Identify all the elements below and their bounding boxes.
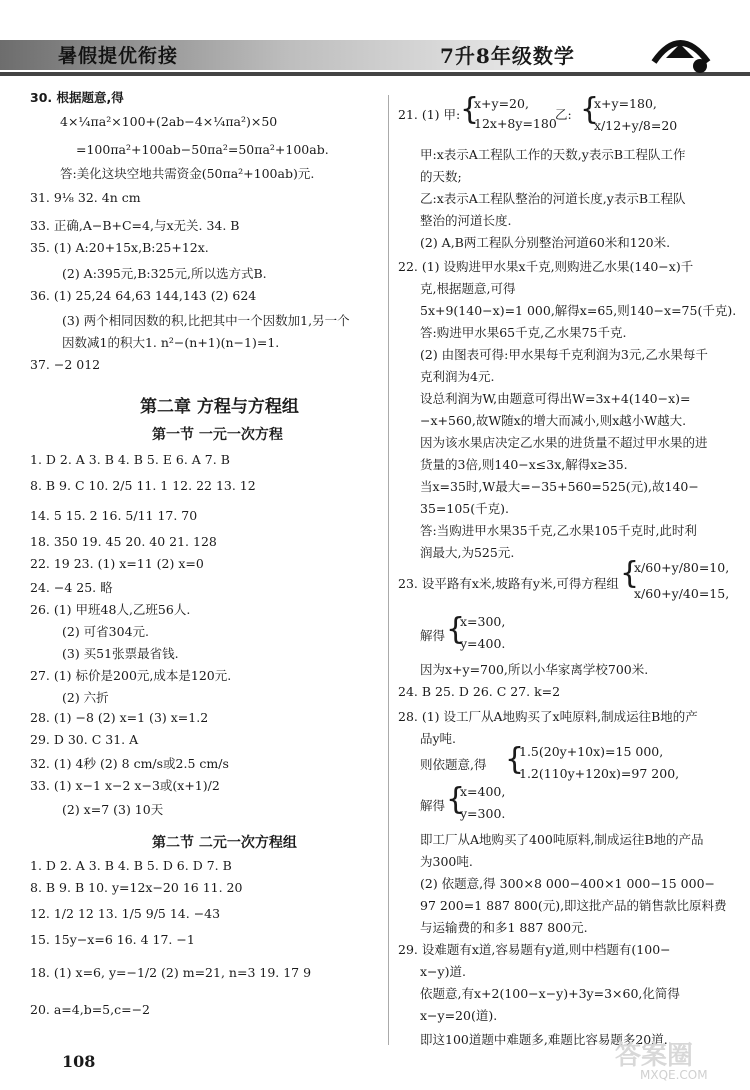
brace: { xyxy=(446,612,466,647)
q22-8: −x+560,故W随x的增大而减小,则x越小W越大. xyxy=(420,413,687,428)
q22-5: (2) 由图表可得:甲水果每千克利润为3元,乙水果每千 xyxy=(420,347,708,362)
q30-eq2: =100πa²+100ab−50πa²=50πa²+100ab. xyxy=(76,142,329,157)
s1-q33b: (2) x=7 (3) 10天 xyxy=(62,802,164,817)
q29-3: 依题意,有x+2(100−x−y)+3y=3×60,化简得 xyxy=(420,986,680,1001)
header-right-title: 7升8年级数学 xyxy=(440,44,575,68)
q21-t1: 甲:x表示A工程队工作的天数,y表示B工程队工作 xyxy=(420,147,686,162)
page-header xyxy=(0,22,750,80)
brace: { xyxy=(620,556,640,591)
q28-s2: y=300. xyxy=(460,806,506,821)
q22-12: 35=105(千克). xyxy=(420,501,509,516)
s1-q32: 32. (1) 4秒 (2) 8 cm/s或2.5 cm/s xyxy=(30,756,229,771)
q28-1: 28. (1) 设工厂从A地购买了x吨原料,制成运往B地的产 xyxy=(398,709,698,724)
q30-eq1: 4×¼πa²×100+(2ab−4×¼πa²)×50 xyxy=(60,114,278,129)
q28-sys1: 1.5(20y+10x)=15 000, xyxy=(519,744,664,759)
column-divider xyxy=(388,95,389,1045)
q21-t3: 乙:x表示A工程队整治的河道长度,y表示B工程队 xyxy=(420,191,686,206)
s1-row4: 18. 350 19. 45 20. 40 21. 128 xyxy=(30,534,217,549)
q28-5: 为300吨. xyxy=(420,854,473,869)
q21-t2: 的天数; xyxy=(420,169,462,184)
s1-row5: 22. 19 23. (1) x=11 (2) x=0 xyxy=(30,556,204,571)
q36c: 因数减1的积大1. n²−(n+1)(n−1)=1. xyxy=(62,335,280,350)
header-logo-icon xyxy=(650,22,712,80)
q21-t5: (2) A,B两工程队分别整治河道60米和120米. xyxy=(420,235,671,250)
q28-7: 97 200=1 887 800(元),即这批产品的销售款比原料费 xyxy=(420,898,727,913)
q22-2: 克,根据题意,可得 xyxy=(420,281,516,296)
q31: 31. 9⅛ 32. 4n cm xyxy=(30,190,141,205)
section2-title: 第二节 二元一次方程组 xyxy=(152,835,297,851)
q23-jie: 解得 xyxy=(420,628,446,643)
q22-10: 货量的3倍,则140−x≤3x,解得x≥35. xyxy=(420,457,628,472)
header-rule xyxy=(0,72,750,76)
q28-4: 即工厂从A地购买了400吨原料,制成运往B地的产品 xyxy=(420,832,704,847)
q29-4: x−y=20(道). xyxy=(420,1008,498,1023)
q21-head: 21. (1) 甲: xyxy=(398,107,461,122)
s1-row1: 1. D 2. A 3. B 4. B 5. E 6. A 7. B xyxy=(30,452,230,467)
q37: 37. −2 012 xyxy=(30,357,101,372)
s2-row1: 1. D 2. A 3. B 4. B 5. D 6. D 7. B xyxy=(30,858,232,873)
watermark-url: MXQE.COM xyxy=(640,1068,708,1082)
q22-3: 5x+9(140−x)=1 000,解得x=65,则140−x=75(千克). xyxy=(420,303,737,318)
q33: 33. 正确,A−B+C=4,与x无关. 34. B xyxy=(30,218,240,233)
q22-1: 22. (1) 设购进甲水果x千克,则购进乙水果(140−x)千 xyxy=(398,259,694,274)
q22-9: 因为该水果店决定乙水果的进货量不超过甲水果的进 xyxy=(420,435,708,450)
q28-s1: x=400, xyxy=(460,784,506,799)
q21-t4: 整治的河道长度. xyxy=(420,213,512,228)
q23-s1: x=300, xyxy=(460,614,506,629)
s1-q33a: 33. (1) x−1 x−2 x−3或(x+1)/2 xyxy=(30,778,220,793)
s1-q27a: 27. (1) 标价是200元,成本是120元. xyxy=(30,668,232,683)
q30-answer: 答:美化这块空地共需资金(50πa²+100ab)元. xyxy=(60,166,315,181)
q22-6: 克利润为4元. xyxy=(420,369,495,384)
s1-q27b: (2) 六折 xyxy=(62,690,109,705)
s1-q29: 29. D 30. C 31. A xyxy=(30,732,139,747)
s2-row5: 18. (1) x=6, y=−1/2 (2) m=21, n=3 19. 17 9 xyxy=(30,965,312,980)
q28-8: 与运输费的和多1 887 800元. xyxy=(420,920,588,935)
s1-q28: 28. (1) −8 (2) x=1 (3) x=1.2 xyxy=(30,710,209,725)
q21-sys2a: x+y=180, xyxy=(594,96,657,111)
q24: 24. B 25. D 26. C 27. k=2 xyxy=(398,684,561,699)
brace: { xyxy=(460,92,480,127)
q23-s2: y=400. xyxy=(460,636,506,651)
q35a: 35. (1) A:20+15x,B:25+12x. xyxy=(30,240,209,255)
q23-1: 23. 设平路有x米,坡路有y米,可得方程组 xyxy=(398,576,619,591)
q29-1: 29. 设难题有x道,容易题有y道,则中档题有(100− xyxy=(398,942,671,957)
section1-title: 第一节 一元一次方程 xyxy=(152,427,283,443)
q23-sys1: x/60+y/80=10, xyxy=(634,560,730,575)
q28-6: (2) 依题意,得 300×8 000−400×1 000−15 000− xyxy=(420,876,716,891)
chapter-title: 第二章 方程与方程组 xyxy=(140,397,299,417)
q21-sys2b: x/12+y/8=20 xyxy=(594,118,678,133)
q23-answer: 因为x+y=700,所以小华家离学校700米. xyxy=(420,662,649,677)
q21-yi: 乙: xyxy=(555,107,572,122)
q28-2: 品y吨. xyxy=(420,731,457,746)
q28-3: 则依题意,得 xyxy=(420,757,487,772)
q36a: 36. (1) 25,24 64,63 144,143 (2) 624 xyxy=(30,288,257,303)
watermark: 答案圈 xyxy=(615,1041,694,1071)
s1-row6: 24. −4 25. 略 xyxy=(30,580,113,595)
q22-11: 当x=35时,W最大=−35+560=525(元),故140− xyxy=(420,479,699,494)
s2-row2: 8. B 9. B 10. y=12x−20 16 11. 20 xyxy=(30,880,243,895)
s2-row4: 15. 15y−x=6 16. 4 17. −1 xyxy=(30,932,195,947)
q30-head: 30. 根据题意,得 xyxy=(30,90,124,105)
q29-2: x−y)道. xyxy=(420,964,466,979)
q22-13: 答:当购进甲水果35千克,乙水果105千克时,此时利 xyxy=(420,523,697,538)
q23-sys2: x/60+y/40=15, xyxy=(634,586,730,601)
brace: { xyxy=(505,742,525,777)
q28-jie: 解得 xyxy=(420,798,446,813)
brace: { xyxy=(580,92,600,127)
q21-sys1a: x+y=20, xyxy=(474,96,529,111)
q22-14: 润最大,为525元. xyxy=(420,545,515,560)
s2-row3: 12. 1/2 12 13. 1/5 9/5 14. −43 xyxy=(30,906,221,921)
q28-sys2: 1.2(110y+120x)=97 200, xyxy=(519,766,680,781)
q21-sys1b: 12x+8y=180 xyxy=(474,116,557,131)
s1-q26c: (3) 买51张票最省钱. xyxy=(62,646,179,661)
q22-4: 答:购进甲水果65千克,乙水果75千克. xyxy=(420,325,627,340)
brace: { xyxy=(446,782,466,817)
s1-row3: 14. 5 15. 2 16. 5/11 17. 70 xyxy=(30,508,198,523)
q36b: (3) 两个相同因数的积,比把其中一个因数加1,另一个 xyxy=(62,313,350,328)
s1-q26a: 26. (1) 甲班48人,乙班56人. xyxy=(30,602,191,617)
page-number: 108 xyxy=(62,1052,96,1071)
s2-row6: 20. a=4,b=5,c=−2 xyxy=(30,1002,151,1017)
s1-q26b: (2) 可省304元. xyxy=(62,624,150,639)
q29-5: 即这100道题中难题多,难题比容易题多20道. xyxy=(420,1032,668,1047)
s1-row2: 8. B 9. C 10. 2/5 11. 1 12. 22 13. 12 xyxy=(30,478,256,493)
q35b: (2) A:395元,B:325元,所以选方式B. xyxy=(62,266,267,281)
header-left-title: 暑假提优衔接 xyxy=(58,45,179,67)
q22-7: 设总利润为W,由题意可得出W=3x+4(140−x)= xyxy=(420,391,691,406)
